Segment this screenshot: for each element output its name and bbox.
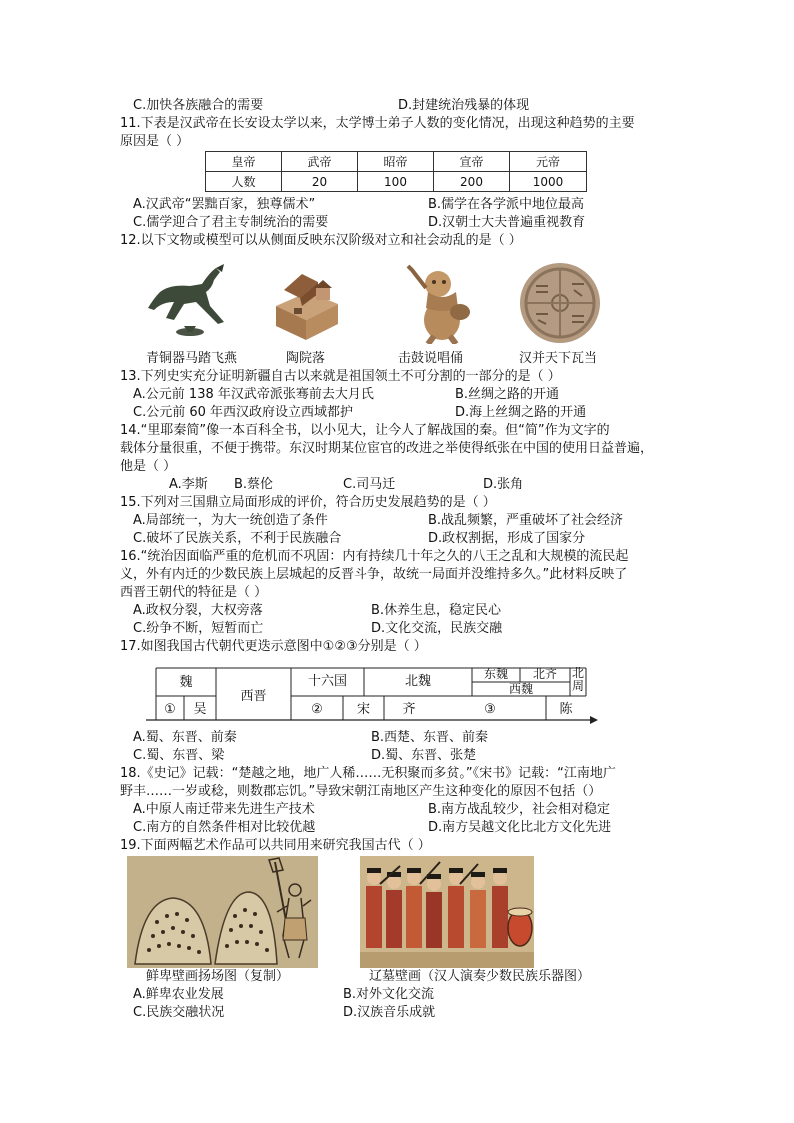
q15-option-c: C.破坏了民族关系，不利于民族融合	[133, 531, 342, 546]
marker-2: ②	[311, 702, 323, 717]
storyteller-figurine-image	[398, 258, 480, 344]
q16-option-a: A.政权分裂，大权旁落	[133, 603, 263, 618]
table-cell: 元帝	[510, 152, 587, 172]
table-cell: 皇帝	[206, 152, 282, 172]
q11-option-a: A.汉武帝“罢黜百家，独尊儒术”	[133, 197, 316, 212]
table-cell: 100	[358, 172, 434, 192]
q14-option-a: A.李斯	[169, 477, 208, 492]
dynasty-northern-wei: 北魏	[404, 674, 431, 689]
q17-option-a: A.蜀、东晋、前秦	[133, 730, 237, 745]
bronze-horse-image	[140, 262, 238, 342]
dynasty-eastern-wei: 东魏	[483, 667, 508, 681]
roof-tile-image	[514, 262, 606, 344]
q14-option-b: B.蔡伦	[234, 477, 274, 492]
dynasty-wu: 吴	[193, 702, 207, 717]
dynasty-northern-qi: 北齐	[532, 667, 557, 681]
q17-option-c: C.蜀、东晋、梁	[133, 748, 225, 763]
q16-stem: 16.“统治因面临严重的危机而不巩固：内有持续几十年之久的八王之乱和大规模的流民起	[120, 549, 629, 564]
dynasty-chronology-diagram	[146, 664, 598, 724]
q12-stem: 12.以下文物或模型可以从侧面反映东汉阶级对立和社会动乱的是（ ）	[120, 233, 522, 248]
q18-option-a: A.中原人南迁带来先进生产技术	[133, 802, 315, 817]
q14-stem-cont: 载体分量很重，不便于携带。东汉时期某位宦官的改进之举使得纸张在中国的使用日益普遍，	[120, 441, 654, 456]
table-header-row	[206, 152, 587, 172]
q10-option-d: D.封建统治残暴的体现	[398, 98, 530, 113]
q16-stem-cont2: 西晋王朝代的特征是（ ）	[120, 585, 268, 600]
q15-option-b: B.战乱频繁，严重破坏了社会经济	[428, 513, 624, 528]
xianbei-mural-image	[127, 856, 318, 968]
q11-option-d: D.汉朝士大夫普遍重视教育	[428, 215, 586, 230]
q19-caption-2: 辽墓壁画（汉人演奏少数民族乐器图）	[369, 969, 591, 984]
q12-caption-4: 汉并天下瓦当	[519, 351, 598, 366]
q18-option-b: B.南方战乱较少，社会相对稳定	[428, 802, 611, 817]
q11-stem: 11.下表是汉武帝在长安设太学以来，太学博士弟子人数的变化情况，出现这种趋势的主要	[120, 116, 635, 131]
dynasty-western-jin: 西晋	[240, 689, 267, 704]
q17-option-d: D.蜀、东晋、张楚	[371, 748, 477, 763]
dynasty-song: 宋	[356, 702, 370, 717]
q18-option-c: C.南方的自然条件相对比较优越	[133, 820, 316, 835]
q19-stem: 19.下面两幅艺术作品可以共同用来研究我国古代（ ）	[120, 838, 431, 853]
q16-option-c: C.纷争不断，短暂而亡	[133, 621, 264, 636]
q14-option-c: C.司马迁	[343, 477, 396, 492]
q17-stem: 17.如图我国古代朝代更迭示意图中①②③分别是（ ）	[120, 639, 427, 654]
q15-stem: 15.下列对三国鼎立局面形成的评价，符合历史发展趋势的是（ ）	[120, 495, 496, 510]
table-cell: 20	[282, 172, 358, 192]
q14-stem-cont2: 他是（ ）	[120, 459, 177, 474]
q10-option-c: C.加快各族融合的需要	[133, 98, 264, 113]
table-cell: 200	[434, 172, 510, 192]
q13-option-d: D.海上丝绸之路的开通	[455, 405, 587, 420]
q14-option-d: D.张角	[483, 477, 524, 492]
marker-1: ①	[164, 702, 176, 717]
q18-stem-cont: 野丰……一岁或稔，则数郡忘饥。”导致宋朝江南地区产生这种变化的原因不包括（）	[120, 784, 602, 799]
q11-option-c: C.儒学迎合了君主专制统治的需要	[133, 215, 329, 230]
q12-caption-3: 击鼓说唱俑	[398, 351, 464, 366]
q16-option-d: D.文化交流，民族交融	[371, 621, 503, 636]
q11-option-b: B.儒学在各学派中地位最高	[428, 197, 585, 212]
q12-caption-1: 青铜器马踏飞燕	[146, 351, 238, 366]
liao-tomb-mural-image	[360, 856, 534, 968]
dynasty-wei: 魏	[179, 675, 193, 690]
table-cell: 人数	[206, 172, 282, 192]
q14-stem: 14.“里耶秦简”像一本百科全书，以小见大，让今人了解战国的秦。但“简”作为文字的	[120, 423, 610, 438]
q13-option-a: A.公元前 138 年汉武帝派张骞前去大月氏	[133, 387, 374, 402]
q13-option-c: C.公元前 60 年西汉政府设立西域都护	[133, 405, 354, 420]
q11-stem-cont: 原因是（ ）	[120, 134, 190, 149]
q13-option-b: B.丝绸之路的开通	[455, 387, 560, 402]
marker-3: ③	[484, 702, 496, 717]
q15-option-a: A.局部统一，为大一统创造了条件	[133, 513, 328, 528]
table-row	[206, 172, 587, 192]
dynasty-northern-zhou: 北周	[571, 666, 584, 693]
q16-option-b: B.休养生息，稳定民心	[371, 603, 502, 618]
dynasty-chen: 陈	[559, 702, 573, 717]
q12-caption-2: 陶院落	[286, 351, 326, 366]
q18-option-d: D.南方吴越文化比北方文化先进	[428, 820, 612, 835]
q19-option-b: B.对外文化交流	[343, 987, 435, 1002]
q19-option-c: C.民族交融状况	[133, 1005, 225, 1020]
q13-stem: 13.下列史实充分证明新疆自古以来就是祖国领土不可分割的一部分的是（ ）	[120, 369, 561, 384]
table-cell: 昭帝	[358, 152, 434, 172]
pottery-courtyard-image	[266, 262, 346, 342]
table-cell: 武帝	[282, 152, 358, 172]
q17-option-b: B.西楚、东晋、前秦	[371, 730, 489, 745]
q19-option-d: D.汉族音乐成就	[343, 1005, 436, 1020]
q11-table	[205, 151, 587, 192]
q19-caption-1: 鲜卑壁画扬场图（复制）	[146, 969, 290, 984]
q16-stem-cont: 义，外有内迁的少数民族上层城起的反晋斗争，故统一局面并没维持多久。”此材料反映了	[120, 567, 628, 582]
dynasty-sixteen-kingdoms: 十六国	[307, 674, 347, 689]
q19-option-a: A.鲜卑农业发展	[133, 987, 224, 1002]
dynasty-qi: 齐	[402, 702, 416, 717]
dynasty-western-wei: 西魏	[508, 682, 533, 696]
table-cell: 1000	[510, 172, 587, 192]
q15-option-d: D.政权割据，形成了国家分	[428, 531, 586, 546]
q18-stem: 18.《史记》记载：“楚越之地，地广人稀……无积聚而多贫。”《宋书》记载：“江南地广	[120, 766, 616, 781]
table-cell: 宣帝	[434, 152, 510, 172]
